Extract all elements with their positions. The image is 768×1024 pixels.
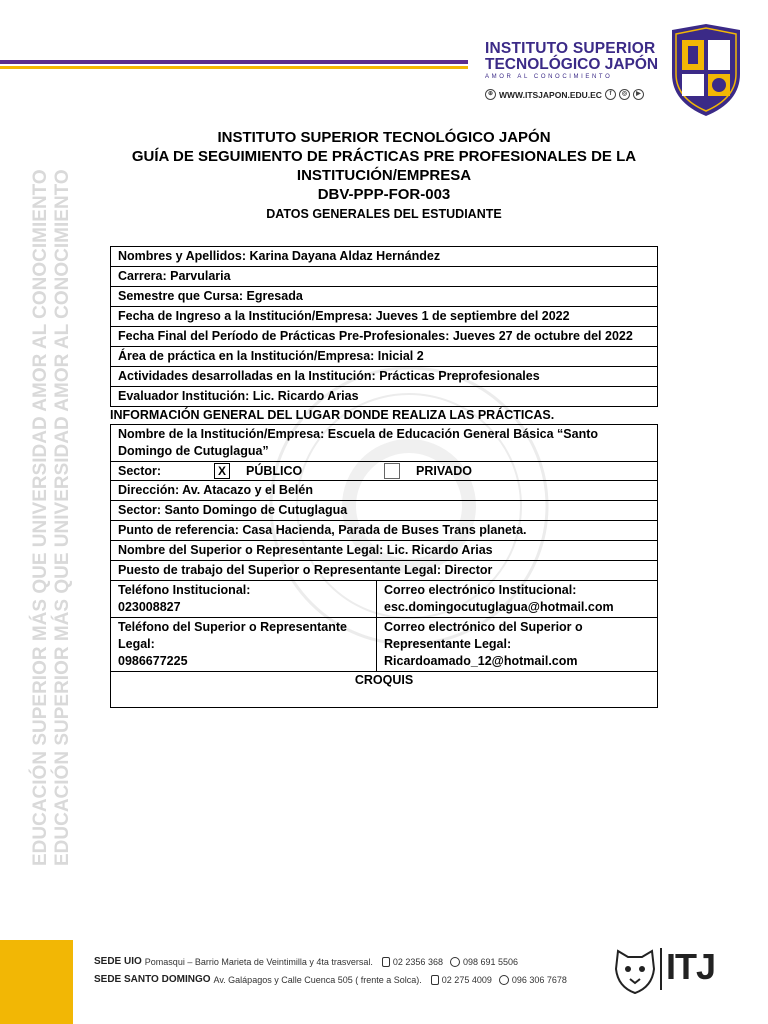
tiger-logo-icon [612,945,658,995]
position-row: Puesto de trabajo del Superior o Representante Legal: Director [110,561,658,581]
place-heading: INFORMACIÓN GENERAL DEL LUGAR DONDE REALIZA LAS PRÁCTICAS. [110,408,555,422]
guide-title-line2: INSTITUCIÓN/EMPRESA [296,167,472,184]
activities-row: Actividades desarrolladas en la Institución: Prácticas Preprofesionales [110,367,658,387]
watermark-text: EDUCACIÓN SUPERIOR MÁS QUE UNIVERSIDAD AMOR AL CONOCIMIENTO EDUCACIÓN SUPERIOR MÁS QUE UNIVERSIDAD AMOR AL CONOCIMIENTO [30,169,73,866]
document-code: DBV-PPP-FOR-003 [317,186,451,203]
logo-divider [660,948,662,990]
institution-name-row: Nombre de la Institución/Empresa: Escuela de Educación General Básica “Santo Domingo de Cutuglagua” [110,424,658,462]
rep-phone-label: Teléfono del Superior o Representante Legal: [118,620,347,651]
semester-row: Semestre que Cursa: Egresada [110,287,658,307]
institution-title: INSTITUTO SUPERIOR TECNOLÓGICO JAPÓN [217,129,551,146]
uio-phone: 02 2356 368 [392,956,443,967]
institute-crest-icon [668,24,744,116]
phone-icon [382,957,390,967]
phone-value: 023008827 [118,600,181,614]
rep-email-label: Correo electrónico del Superior o Representante Legal: [384,620,583,651]
youtube-icon[interactable]: ▶ [633,89,644,100]
phone-icon [431,975,439,985]
sd-whatsapp: 096 306 7678 [511,974,567,985]
guide-title-line1: GUÍA DE SEGUIMIENTO DE PRÁCTICAS PRE PROFESIONALES DE LA [131,148,637,165]
sd-phone: 02 275 4009 [441,974,492,985]
rep-contact-row [110,618,658,672]
whatsapp-icon [450,957,460,967]
student-data-table [110,246,658,708]
footer-accent [0,940,73,1024]
croquis-box: CROQUIS [110,672,658,708]
private-checkbox[interactable] [384,463,400,479]
website-link[interactable]: WWW.ITSJAPON.EDU.EC [499,89,602,100]
footer-santo-domingo [94,974,567,985]
footer-uio [94,956,518,967]
start-date-row: Fecha de Ingreso a la Institución/Empresa: Jueves 1 de septiembre del 2022 [110,307,658,327]
uio-label: SEDE UIO [94,956,142,967]
end-date-row: Fecha Final del Período de Prácticas Pre-Profesionales: Jueves 27 de octubre del 2022 [110,327,658,347]
website-row [485,89,670,100]
sector-type-row [110,462,658,481]
student-name-row: Nombres y Apellidos: Karina Dayana Aldaz Hernández [110,246,658,267]
practice-area-row: Área de práctica en la Institución/Empresa: Inicial 2 [110,347,658,367]
rep-phone-value: 0986677225 [118,654,188,668]
sd-address: Av. Galápagos y Calle Cuenca 505 ( frente a Solca). [213,974,422,985]
section-title: DATOS GENERALES DEL ESTUDIANTE [266,207,502,221]
brand-line1: INSTITUTO SUPERIOR [485,40,656,57]
brand-block [485,40,670,100]
globe-icon: ⊕ [485,89,496,100]
phone-label: Teléfono Institucional: [118,583,251,597]
whatsapp-icon [499,975,509,985]
uio-whatsapp: 098 691 5506 [462,956,519,967]
brand-line2: TECNOLÓGICO JAPÓN [485,56,659,73]
itj-logo: ITJ [666,946,716,987]
contact-row [110,581,658,618]
email-value: esc.domingocutuglagua@hotmail.com [384,600,614,614]
header-rule [0,60,468,70]
public-label: PÚBLICO [246,463,303,478]
sd-label: SEDE SANTO DOMINGO [94,974,211,985]
email-label: Correo electrónico Institucional: [384,583,577,597]
document-titles [100,128,668,223]
facebook-icon[interactable]: f [605,89,616,100]
public-checkbox[interactable]: X [214,463,230,479]
rep-email-value: Ricardoamado_12@hotmail.com [384,654,578,668]
reference-row: Punto de referencia: Casa Hacienda, Parada de Buses Trans planeta. [110,521,658,541]
address-row: Dirección: Av. Atacazo y el Belén [110,481,658,501]
private-label: PRIVADO [416,463,473,478]
sector-label: Sector: [118,463,162,478]
instagram-icon[interactable]: ◎ [619,89,630,100]
sector-row: Sector: Santo Domingo de Cutuglagua [110,501,658,521]
evaluator-row: Evaluador Institución: Lic. Ricardo Arias [110,387,658,407]
representative-row: Nombre del Superior o Representante Legal: Lic. Ricardo Arias [110,541,658,561]
uio-address: Pomasqui – Barrio Marieta de Veintimilla y 4ta trasversal. [144,956,373,967]
career-row: Carrera: Parvularia [110,267,658,287]
brand-tagline: AMOR AL CONOCIMIENTO [485,74,613,80]
